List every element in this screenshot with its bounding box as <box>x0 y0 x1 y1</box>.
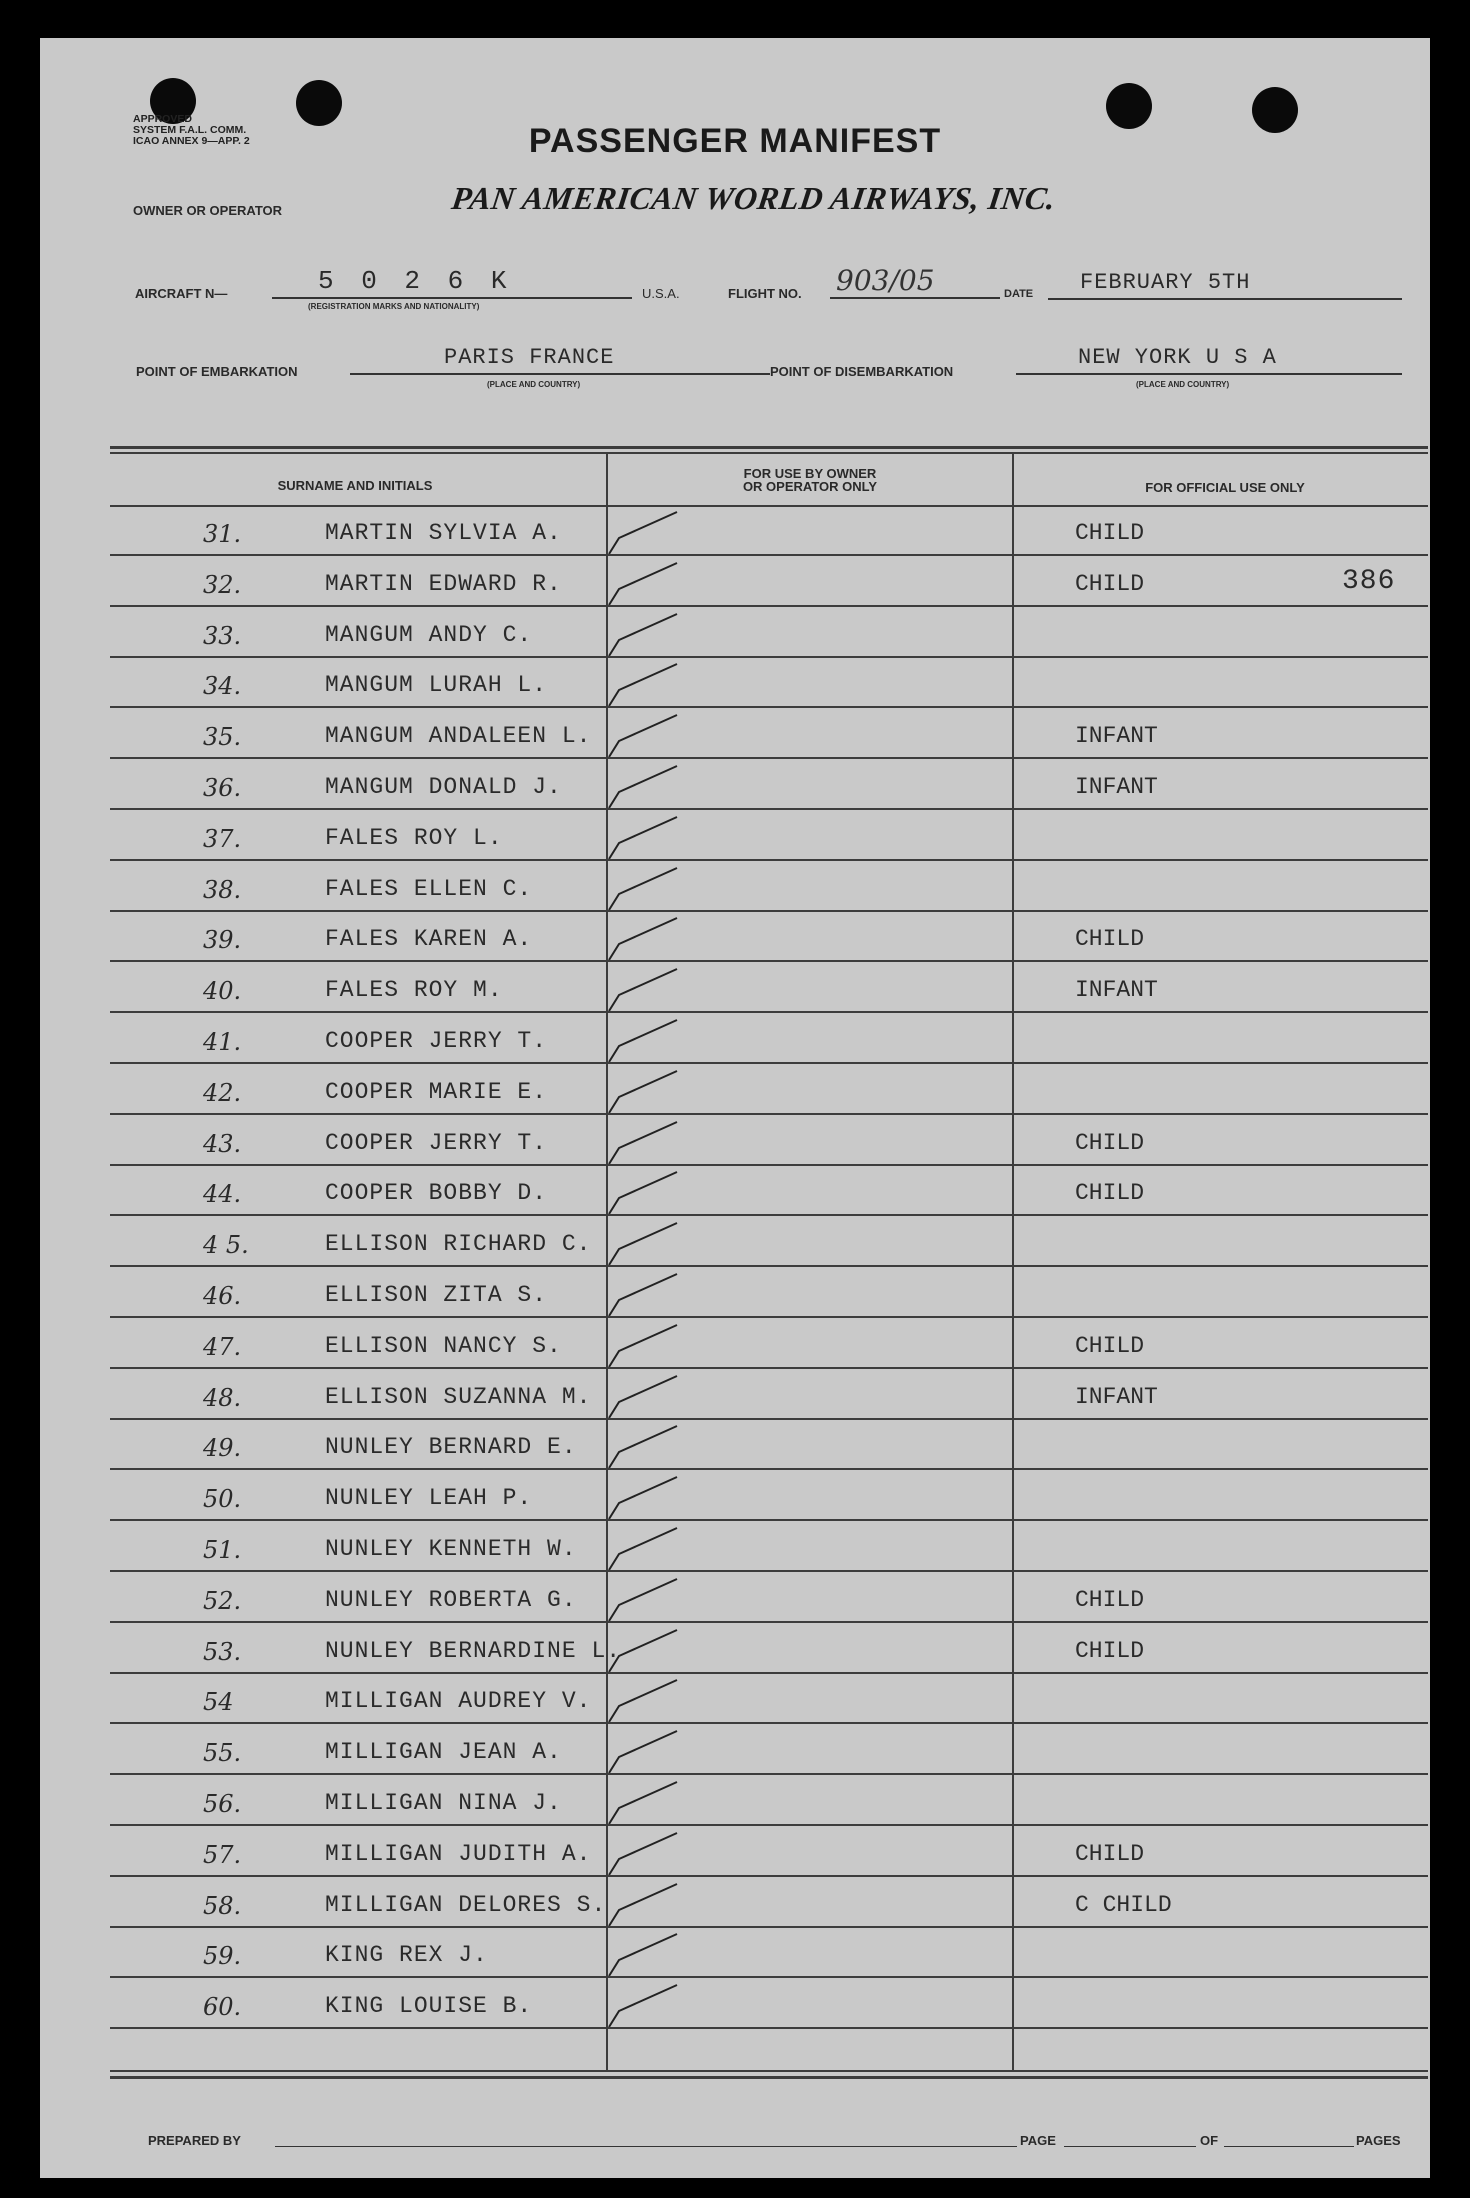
check-mark-icon <box>605 866 685 916</box>
passenger-name: ELLISON ZITA S. <box>325 1282 548 1308</box>
row-rule <box>110 2027 1428 2029</box>
passenger-number: 46. <box>203 1282 242 1310</box>
page-underline <box>1064 2146 1196 2147</box>
passenger-number: 50. <box>203 1485 242 1513</box>
row-rule <box>110 1672 1428 1674</box>
passenger-name: MILLIGAN AUDREY V. <box>325 1688 592 1714</box>
check-mark-icon <box>605 1577 685 1627</box>
of-underline <box>1224 2146 1354 2147</box>
row-rule <box>110 1113 1428 1115</box>
prepared-by-underline <box>275 2146 1017 2147</box>
passenger-number: 56. <box>203 1790 242 1818</box>
passenger-name: NUNLEY LEAH P. <box>325 1485 533 1511</box>
check-mark-icon <box>605 1069 685 1119</box>
embarkation-underline <box>350 373 770 375</box>
passenger-number: 41. <box>203 1028 242 1056</box>
check-mark-icon <box>605 1628 685 1678</box>
check-mark-icon <box>605 612 685 662</box>
row-rule <box>110 1926 1428 1928</box>
embarkation-value: PARIS FRANCE <box>444 345 615 370</box>
passenger-name: MILLIGAN JUDITH A. <box>325 1841 592 1867</box>
passenger-name: MILLIGAN DELORES S. <box>325 1892 607 1918</box>
passenger-name: NUNLEY KENNETH W. <box>325 1536 577 1562</box>
check-mark-icon <box>605 510 685 560</box>
row-rule <box>110 1316 1428 1318</box>
prepared-by-label: PREPARED BY <box>148 2133 241 2148</box>
official-note: CHILD <box>1075 1587 1145 1613</box>
passenger-name: ELLISON NANCY S. <box>325 1333 562 1359</box>
official-note: INFANT <box>1075 723 1158 749</box>
aircraft-value: 5 0 2 6 K <box>318 266 513 296</box>
passenger-name: COOPER BOBBY D. <box>325 1180 548 1206</box>
passenger-name: COOPER JERRY T. <box>325 1028 548 1054</box>
date-underline <box>1048 298 1402 300</box>
row-rule <box>110 554 1428 556</box>
passenger-number: 58. <box>203 1892 242 1920</box>
table-top-rule <box>110 446 1428 449</box>
passenger-number: 36. <box>203 774 242 802</box>
row-rule <box>110 1214 1428 1216</box>
official-note: CHILD <box>1075 1180 1145 1206</box>
column-header-official: FOR OFFICIAL USE ONLY <box>1145 480 1305 495</box>
passenger-number: 34. <box>203 672 242 700</box>
of-label: OF <box>1200 2133 1219 2148</box>
page-stamp-number: 386 <box>1342 566 1396 597</box>
usa-label: U.S.A. <box>642 286 680 301</box>
row-rule <box>110 605 1428 607</box>
official-note: CHILD <box>1075 571 1145 597</box>
row-rule <box>110 1062 1428 1064</box>
row-rule <box>110 1824 1428 1826</box>
row-rule <box>110 706 1428 708</box>
official-note: INFANT <box>1075 774 1158 800</box>
passenger-number: 44. <box>203 1180 242 1208</box>
check-mark-icon <box>605 967 685 1017</box>
disembarkation-value: NEW YORK U S A <box>1078 345 1277 370</box>
passenger-number: 35. <box>203 723 242 751</box>
row-rule <box>110 757 1428 759</box>
passenger-number: 40. <box>203 977 242 1005</box>
passenger-number: 48. <box>203 1384 242 1412</box>
row-rule <box>110 1976 1428 1978</box>
table-bottom-rule <box>110 2070 1428 2072</box>
passenger-name: KING LOUISE B. <box>325 1993 533 2019</box>
passenger-number: 53. <box>203 1638 242 1666</box>
date-value: FEBRUARY 5TH <box>1080 270 1251 295</box>
official-note: CHILD <box>1075 1841 1145 1867</box>
check-mark-icon <box>605 1221 685 1271</box>
check-mark-icon <box>605 662 685 712</box>
row-rule <box>110 1875 1428 1877</box>
passenger-number: 51. <box>203 1536 242 1564</box>
check-mark-icon <box>605 1475 685 1525</box>
passenger-name: FALES ROY M. <box>325 977 503 1003</box>
check-mark-icon <box>605 1526 685 1576</box>
passenger-name: MILLIGAN JEAN A. <box>325 1739 562 1765</box>
passenger-number: 43. <box>203 1130 242 1158</box>
passenger-number: 47. <box>203 1333 242 1361</box>
passenger-number: 4 5. <box>203 1231 249 1259</box>
check-mark-icon <box>605 1424 685 1474</box>
check-mark-icon <box>605 1831 685 1881</box>
page-title: PASSENGER MANIFEST <box>528 122 942 160</box>
passenger-number: 59. <box>203 1942 242 1970</box>
passenger-number: 37. <box>203 825 242 853</box>
header-bottom-rule <box>110 505 1428 507</box>
official-note: INFANT <box>1075 977 1158 1003</box>
aircraft-underline <box>272 297 632 299</box>
disembarkation-underline <box>1016 373 1402 375</box>
passenger-name: ELLISON RICHARD C. <box>325 1231 592 1257</box>
passenger-number: 49. <box>203 1434 242 1462</box>
check-mark-icon <box>605 1882 685 1932</box>
punch-hole-icon <box>296 80 342 126</box>
table-bottom-rule-2 <box>110 2076 1428 2079</box>
row-rule <box>110 859 1428 861</box>
check-mark-icon <box>605 764 685 814</box>
row-rule <box>110 960 1428 962</box>
row-rule <box>110 1722 1428 1724</box>
passenger-name: NUNLEY BERNARD E. <box>325 1434 577 1460</box>
row-rule <box>110 1164 1428 1166</box>
official-note: CHILD <box>1075 926 1145 952</box>
row-rule <box>110 1265 1428 1267</box>
passenger-name: FALES KAREN A. <box>325 926 533 952</box>
passenger-number: 31. <box>203 520 242 548</box>
passenger-number: 33. <box>203 622 242 650</box>
date-label: DATE <box>1004 288 1034 300</box>
check-mark-icon <box>605 1018 685 1068</box>
passenger-name: FALES ELLEN C. <box>325 876 533 902</box>
row-rule <box>110 1011 1428 1013</box>
owner-label: OWNER OR OPERATOR <box>133 203 283 218</box>
row-rule <box>110 1519 1428 1521</box>
passenger-name: FALES ROY L. <box>325 825 503 851</box>
check-mark-icon <box>605 1729 685 1779</box>
row-rule <box>110 656 1428 658</box>
official-note: CHILD <box>1075 1638 1145 1664</box>
flight-underline <box>830 297 1000 299</box>
check-mark-icon <box>605 1170 685 1220</box>
row-rule <box>110 910 1428 912</box>
check-mark-icon <box>605 1374 685 1424</box>
passenger-name: MARTIN SYLVIA A. <box>325 520 562 546</box>
flight-label: FLIGHT NO. <box>728 286 802 301</box>
row-rule <box>110 1418 1428 1420</box>
passenger-number: 42. <box>203 1079 242 1107</box>
passenger-name: COOPER MARIE E. <box>325 1079 548 1105</box>
passenger-name: MANGUM LURAH L. <box>325 672 548 698</box>
official-note: INFANT <box>1075 1384 1158 1410</box>
check-mark-icon <box>605 1323 685 1373</box>
disembarkation-label: POINT OF DISEMBARKATION <box>770 364 954 379</box>
check-mark-icon <box>605 1272 685 1322</box>
passenger-number: 52. <box>203 1587 242 1615</box>
passenger-name: ELLISON SUZANNA M. <box>325 1384 592 1410</box>
official-note: CHILD <box>1075 1333 1145 1359</box>
aircraft-sublabel: (REGISTRATION MARKS AND NATIONALITY) <box>308 302 480 311</box>
passenger-name: NUNLEY ROBERTA G. <box>325 1587 577 1613</box>
check-mark-icon <box>605 815 685 865</box>
passenger-name: MARTIN EDWARD R. <box>325 571 562 597</box>
passenger-number: 57. <box>203 1841 242 1869</box>
table-top-rule-2 <box>110 452 1428 454</box>
check-mark-icon <box>605 916 685 966</box>
aircraft-label: AIRCRAFT N— <box>135 286 228 301</box>
passenger-number: 39. <box>203 926 242 954</box>
passenger-name: KING REX J. <box>325 1942 488 1968</box>
official-note: CHILD <box>1075 520 1145 546</box>
passenger-number: 55. <box>203 1739 242 1767</box>
row-rule <box>110 1570 1428 1572</box>
passenger-name: MANGUM DONALD J. <box>325 774 562 800</box>
official-note: C CHILD <box>1075 1892 1172 1918</box>
check-mark-icon <box>605 1120 685 1170</box>
row-rule <box>110 808 1428 810</box>
check-mark-icon <box>605 1678 685 1728</box>
passenger-name: MANGUM ANDALEEN L. <box>325 723 592 749</box>
official-note: CHILD <box>1075 1130 1145 1156</box>
passenger-number: 32. <box>203 571 242 599</box>
passenger-name: NUNLEY BERNARDINE L. <box>325 1638 622 1664</box>
approval-stamp: APPROVED SYSTEM F.A.L. COMM. ICAO ANNEX 9—APP. 2 <box>133 113 250 147</box>
disembarkation-sublabel: (PLACE AND COUNTRY) <box>1136 380 1230 389</box>
passenger-number: 54 <box>203 1688 234 1716</box>
row-rule <box>110 1773 1428 1775</box>
embarkation-sublabel: (PLACE AND COUNTRY) <box>487 380 581 389</box>
check-mark-icon <box>605 713 685 763</box>
row-rule <box>110 1367 1428 1369</box>
passenger-number: 38. <box>203 876 242 904</box>
airline-name: PAN AMERICAN WORLD AIRWAYS, INC. <box>449 180 1059 216</box>
passenger-name: MANGUM ANDY C. <box>325 622 533 648</box>
column-header-surname: SURNAME AND INITIALS <box>277 478 433 493</box>
row-rule <box>110 1468 1428 1470</box>
page-label: PAGE <box>1020 2133 1056 2148</box>
passenger-name: COOPER JERRY T. <box>325 1130 548 1156</box>
column-header-owner-use: FOR USE BY OWNER OR OPERATOR ONLY <box>742 466 878 494</box>
check-mark-icon <box>605 1780 685 1830</box>
check-mark-icon <box>605 1983 685 2033</box>
check-mark-icon <box>605 561 685 611</box>
pages-label: PAGES <box>1356 2133 1401 2148</box>
flight-value: 903/05 <box>836 264 935 297</box>
embarkation-label: POINT OF EMBARKATION <box>136 364 298 379</box>
row-rule <box>110 1621 1428 1623</box>
passenger-number: 60. <box>203 1993 242 2021</box>
passenger-name: MILLIGAN NINA J. <box>325 1790 562 1816</box>
check-mark-icon <box>605 1932 685 1982</box>
